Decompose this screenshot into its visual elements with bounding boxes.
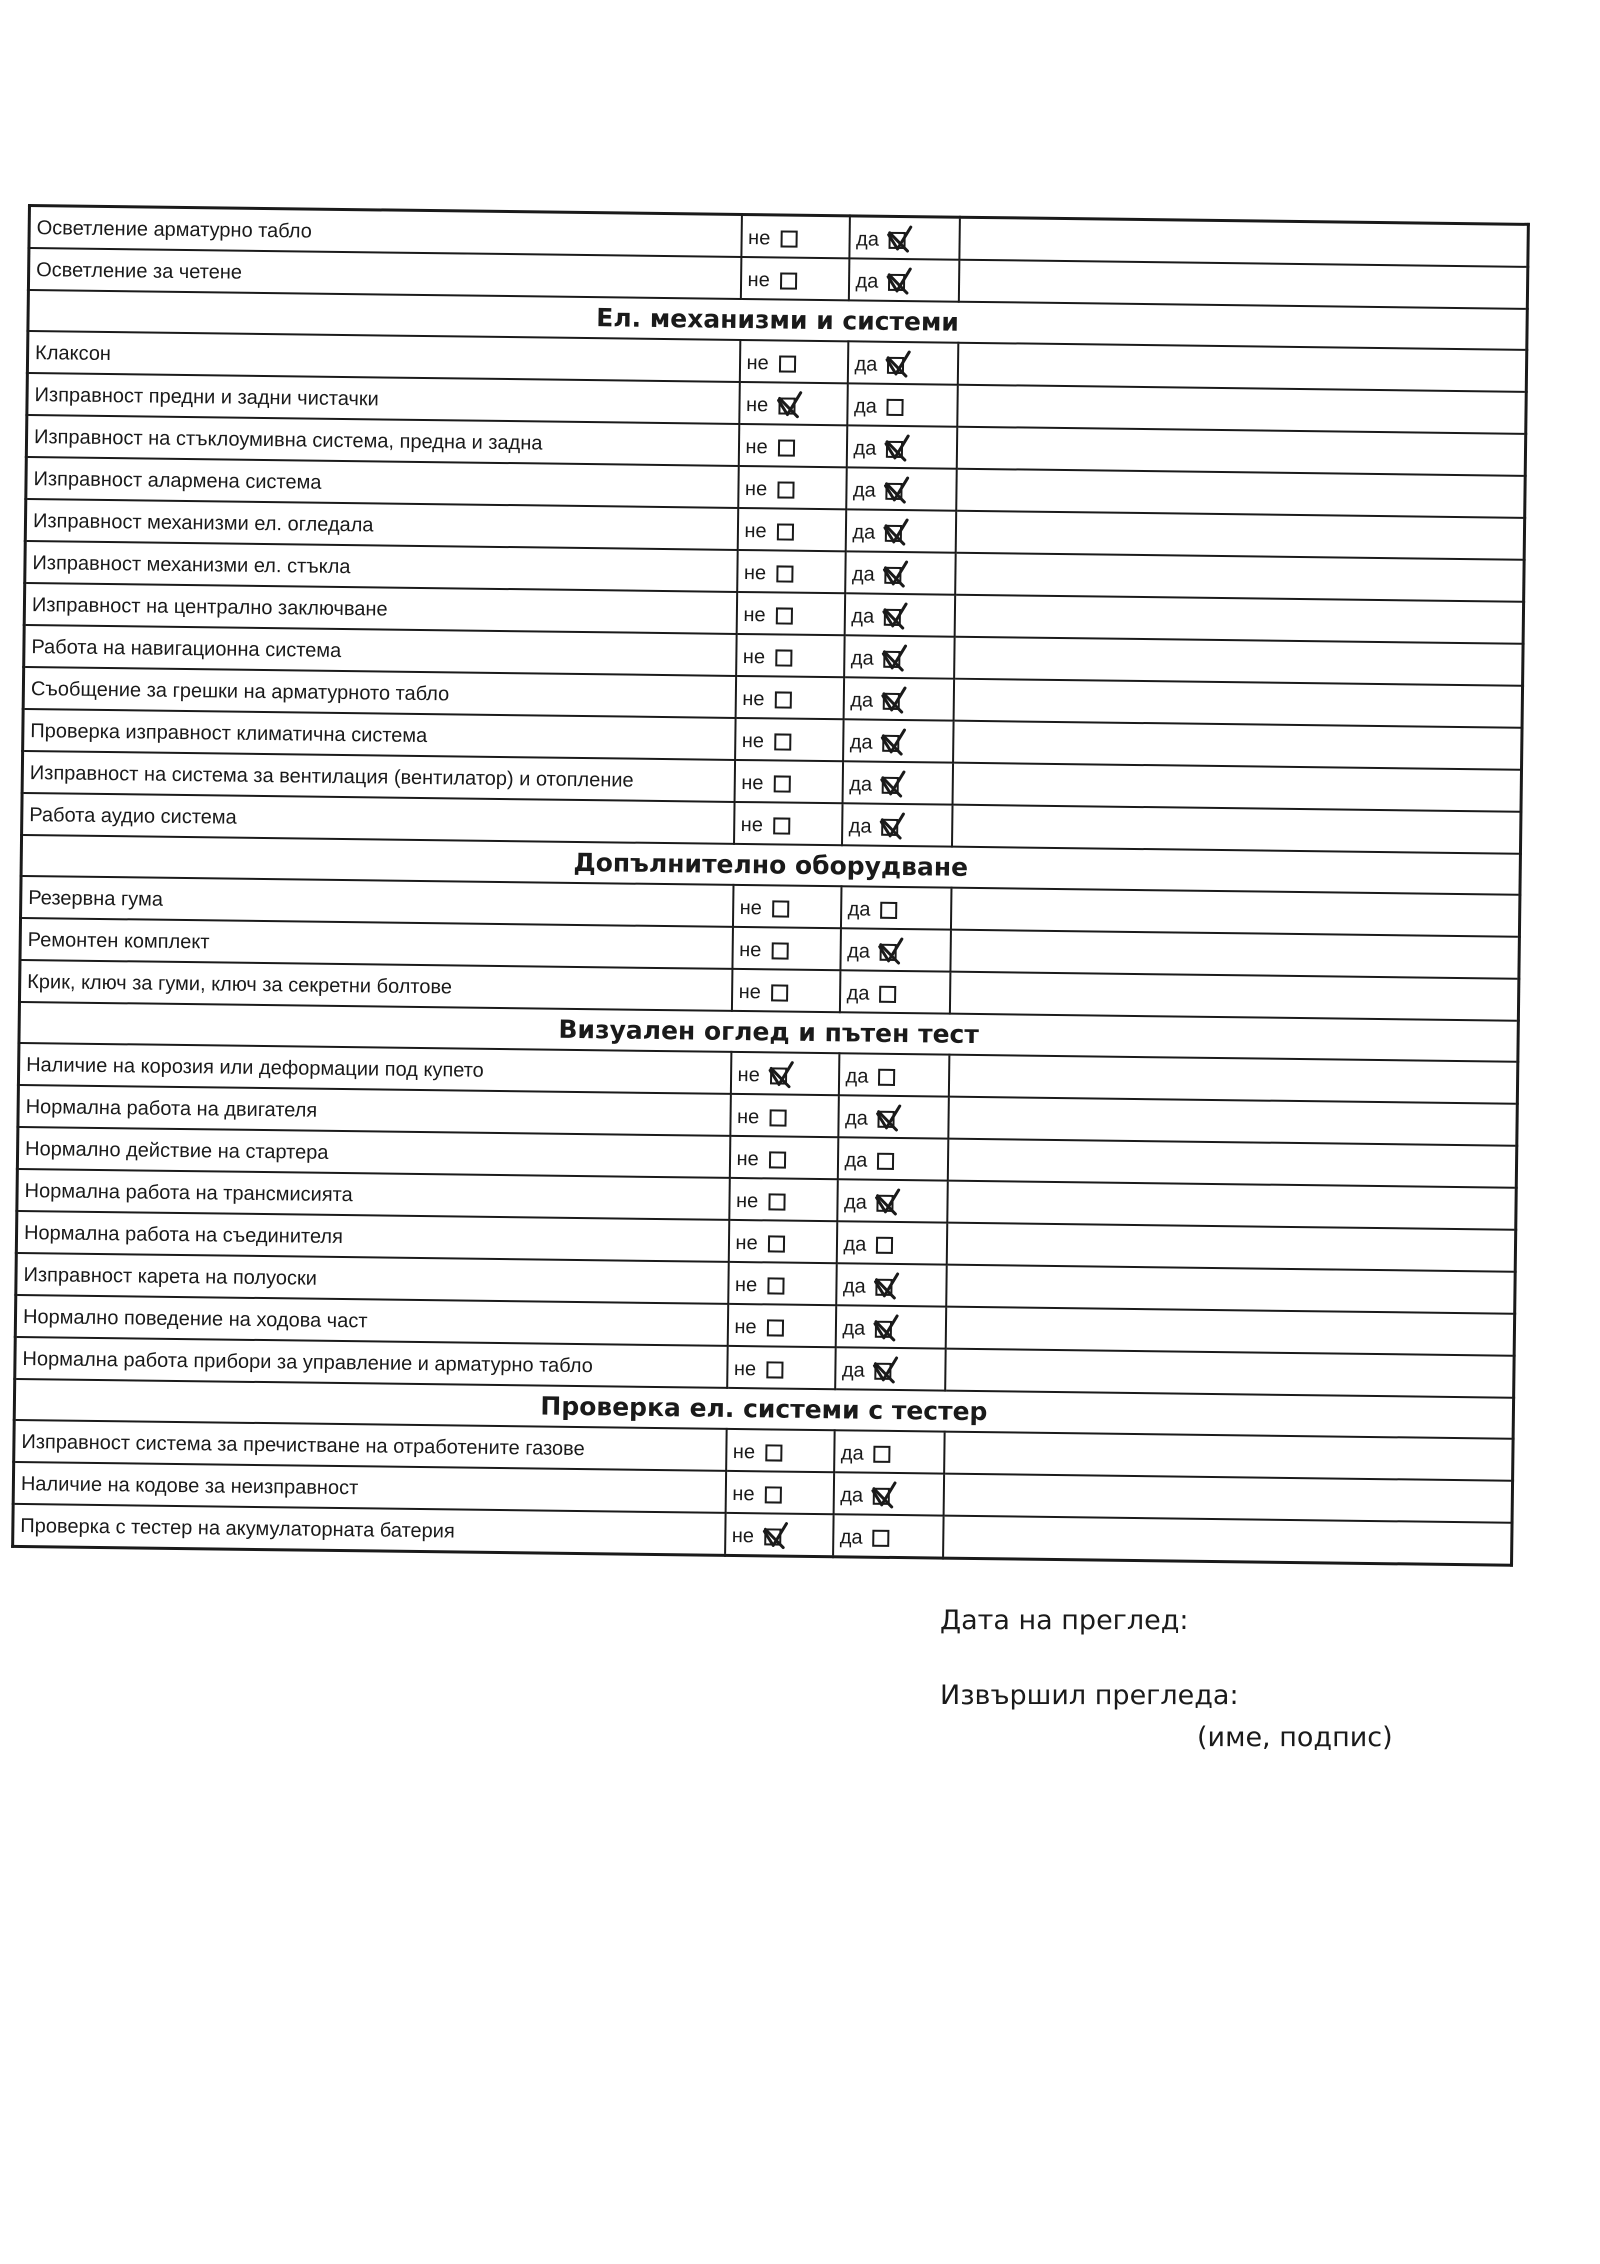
item-label: Изправност механизми ел. стъкла	[25, 541, 737, 592]
no-checkbox[interactable]	[768, 1235, 785, 1252]
yes-checkbox[interactable]	[884, 608, 901, 625]
option-no-label: не	[741, 729, 765, 752]
no-checkbox[interactable]	[779, 355, 796, 372]
no-checkbox[interactable]	[770, 1067, 787, 1084]
signature-hint: (име, подпис)	[1197, 1722, 1393, 1753]
item-label: Изправност карета на полуоски	[16, 1253, 728, 1304]
no-checkbox[interactable]	[768, 1193, 785, 1210]
option-no-label: не	[745, 393, 769, 416]
yes-checkbox[interactable]	[887, 398, 904, 415]
option-yes-label: да	[853, 436, 877, 460]
notes-cell[interactable]	[958, 260, 1527, 309]
yes-checkbox[interactable]	[882, 734, 899, 751]
option-no	[728, 1311, 834, 1339]
hand-check-mark-icon	[886, 224, 914, 254]
yes-checkbox[interactable]	[878, 1110, 895, 1127]
item-label: Нормална работа на съединителя	[16, 1211, 728, 1262]
hand-check-mark-icon	[775, 390, 803, 420]
option-no	[737, 641, 843, 669]
yes-checkbox[interactable]	[879, 985, 896, 1002]
option-no	[735, 767, 841, 795]
hand-check-mark-icon	[879, 769, 907, 799]
option-no	[739, 473, 845, 501]
no-checkbox[interactable]	[767, 1277, 784, 1294]
option-no	[734, 892, 840, 920]
notes-cell[interactable]	[945, 1349, 1514, 1398]
option-yes-label: да	[845, 1064, 869, 1088]
hand-check-mark-icon	[878, 811, 906, 841]
no-checkbox[interactable]	[772, 900, 789, 917]
item-label: Работа на навигационна система	[24, 625, 736, 676]
yes-checkbox[interactable]	[875, 1362, 892, 1379]
option-yes	[846, 559, 954, 587]
item-label: Изправност алармена система	[26, 457, 738, 508]
no-checkbox[interactable]	[771, 942, 788, 959]
option-no-label: не	[736, 1105, 760, 1128]
notes-cell[interactable]	[954, 637, 1523, 686]
notes-cell[interactable]	[943, 1474, 1512, 1523]
no-checkbox[interactable]	[780, 230, 797, 247]
yes-checkbox[interactable]	[886, 440, 903, 457]
option-no-label: не	[741, 771, 764, 794]
option-yes-label: да	[840, 1483, 864, 1507]
option-yes	[839, 1061, 947, 1089]
item-label: Нормално действие на стартера	[17, 1127, 729, 1178]
yes-checkbox[interactable]	[877, 1152, 894, 1169]
option-no	[729, 1227, 835, 1255]
item-label: Изправност предни и задни чистачки	[27, 373, 739, 424]
item-label: Осветление арматурно табло	[29, 206, 741, 257]
no-checkbox[interactable]	[766, 1361, 783, 1378]
no-checkbox[interactable]	[773, 775, 790, 792]
hand-check-mark-icon	[883, 433, 911, 463]
notes-cell[interactable]	[945, 1307, 1514, 1356]
notes-cell[interactable]	[950, 888, 1519, 937]
hand-check-mark-icon	[879, 727, 907, 757]
hand-check-mark-icon	[882, 517, 910, 547]
inspection-sheet	[11, 204, 1530, 1567]
item-label: Изправност на централно заключване	[24, 583, 736, 634]
option-yes	[834, 1522, 942, 1550]
option-no-label: не	[747, 268, 770, 291]
option-no-label: не	[744, 477, 768, 500]
option-yes	[844, 685, 952, 713]
option-no-label: не	[731, 1524, 755, 1547]
yes-checkbox[interactable]	[873, 1487, 890, 1504]
option-no-label: не	[735, 1231, 758, 1254]
option-no-label: не	[734, 1315, 757, 1338]
item-label: Съобщение за грешки на арматурното табло	[23, 667, 735, 718]
no-checkbox[interactable]	[765, 1444, 782, 1461]
no-checkbox[interactable]	[774, 691, 791, 708]
option-yes-label: да	[842, 1274, 866, 1298]
no-checkbox[interactable]	[775, 649, 792, 666]
notes-cell[interactable]	[955, 511, 1524, 560]
no-checkbox[interactable]	[780, 272, 797, 289]
section-title: Проверка ел. системи с тестер	[540, 1391, 988, 1427]
no-checkbox[interactable]	[778, 439, 795, 456]
inspection-date-label: Дата на преглед:	[940, 1605, 1189, 1636]
option-no-label: не	[736, 1147, 759, 1170]
hand-check-mark-icon	[883, 475, 911, 505]
option-yes-label: да	[854, 352, 878, 376]
option-no	[736, 725, 842, 753]
option-no-label: не	[743, 603, 766, 626]
option-no	[736, 683, 842, 711]
no-checkbox[interactable]	[777, 481, 794, 498]
section-title: Ел. механизми и системи	[596, 303, 960, 337]
yes-checkbox[interactable]	[878, 1068, 895, 1085]
item-label: Изправност на стъклоумивна система, предна и задна	[26, 415, 738, 466]
yes-checkbox[interactable]	[887, 356, 904, 373]
option-yes	[843, 769, 951, 797]
option-no-label: не	[747, 226, 771, 249]
option-no-label: не	[734, 1273, 758, 1296]
option-yes-label: да	[843, 1232, 867, 1256]
notes-cell[interactable]	[948, 1097, 1517, 1146]
no-checkbox[interactable]	[773, 817, 790, 834]
option-yes	[836, 1313, 944, 1341]
notes-cell[interactable]	[956, 427, 1525, 476]
option-yes	[844, 727, 952, 755]
yes-checkbox[interactable]	[874, 1445, 891, 1462]
option-no	[742, 222, 848, 250]
option-no	[738, 515, 844, 543]
yes-checkbox[interactable]	[885, 524, 902, 541]
option-no-label: не	[739, 938, 762, 961]
yes-checkbox[interactable]	[872, 1529, 889, 1546]
option-no	[726, 1478, 832, 1506]
yes-checkbox[interactable]	[881, 818, 898, 835]
notes-cell[interactable]	[957, 385, 1526, 434]
hand-check-mark-icon	[880, 643, 908, 673]
option-no	[741, 264, 847, 292]
yes-checkbox[interactable]	[883, 692, 900, 709]
hand-check-mark-icon	[881, 601, 909, 631]
no-checkbox[interactable]	[769, 1109, 786, 1126]
option-no	[730, 1143, 836, 1171]
option-yes	[845, 601, 953, 629]
option-no	[729, 1269, 835, 1297]
yes-checkbox[interactable]	[875, 1320, 892, 1337]
yes-checkbox[interactable]	[880, 943, 897, 960]
option-no-label: не	[740, 813, 764, 836]
option-yes-label: да	[851, 604, 875, 628]
option-yes	[837, 1229, 945, 1257]
notes-cell[interactable]	[947, 1181, 1516, 1230]
option-yes	[835, 1438, 943, 1466]
yes-checkbox[interactable]	[880, 901, 897, 918]
option-yes-label: да	[849, 730, 873, 754]
notes-cell[interactable]	[943, 1516, 1512, 1566]
hand-check-mark-icon	[872, 1355, 900, 1385]
option-yes	[843, 811, 951, 839]
option-no-label: не	[745, 435, 768, 458]
option-yes	[836, 1355, 944, 1383]
option-yes	[838, 1187, 946, 1215]
notes-cell[interactable]	[955, 553, 1524, 602]
no-checkbox[interactable]	[769, 1151, 786, 1168]
option-no	[739, 431, 845, 459]
option-no-label: не	[744, 519, 767, 542]
no-checkbox[interactable]	[778, 397, 795, 414]
item-label: Проверка изправност климатична система	[23, 709, 735, 760]
option-yes-label: да	[855, 227, 880, 251]
notes-cell[interactable]	[951, 805, 1520, 854]
notes-cell[interactable]	[956, 469, 1525, 518]
option-yes	[848, 391, 956, 419]
yes-checkbox[interactable]	[889, 231, 906, 248]
yes-checkbox[interactable]	[876, 1278, 893, 1295]
option-no	[727, 1436, 833, 1464]
option-yes-label: да	[851, 562, 875, 586]
item-label: Ремонтен комплект	[20, 918, 732, 969]
option-no-label: не	[746, 351, 769, 374]
item-label: Крик, ключ за гуми, ключ за секретни болтове	[19, 960, 731, 1011]
notes-cell[interactable]	[953, 679, 1522, 728]
hand-check-mark-icon	[880, 685, 908, 715]
option-no	[731, 1059, 837, 1087]
no-checkbox[interactable]	[764, 1486, 781, 1503]
option-yes	[837, 1271, 945, 1299]
option-yes-label: да	[852, 478, 876, 502]
item-label: Нормална работа на двигателя	[18, 1085, 730, 1136]
no-checkbox[interactable]	[777, 523, 794, 540]
hand-check-mark-icon	[767, 1060, 795, 1090]
notes-cell[interactable]	[944, 1432, 1513, 1481]
option-yes	[839, 1103, 947, 1131]
no-checkbox[interactable]	[775, 607, 792, 624]
option-yes-label: да	[843, 1190, 867, 1214]
option-yes-label: да	[852, 520, 876, 544]
notes-cell[interactable]	[957, 343, 1526, 392]
option-no-label: не	[743, 561, 767, 584]
option-no	[737, 599, 843, 627]
notes-cell[interactable]	[954, 595, 1523, 644]
option-yes	[834, 1480, 942, 1508]
item-label: Клаксон	[27, 331, 739, 382]
option-yes	[841, 978, 949, 1006]
inspection-checklist	[11, 204, 1530, 1567]
option-no-label: не	[732, 1440, 756, 1463]
option-no-label: не	[738, 980, 761, 1003]
option-yes	[845, 643, 953, 671]
option-yes-label: да	[839, 1525, 863, 1549]
option-yes-label: да	[847, 897, 871, 921]
item-label: Изправност система за пречистване на отработените газове	[14, 1420, 726, 1471]
item-label: Наличие на корозия или деформации под купето	[18, 1043, 730, 1094]
option-no	[740, 347, 846, 375]
yes-checkbox[interactable]	[885, 566, 902, 583]
item-label: Осветление за четене	[28, 248, 740, 299]
option-no-label: не	[737, 1063, 760, 1086]
section-title: Допълнително оборудване	[573, 847, 969, 882]
yes-checkbox[interactable]	[884, 650, 901, 667]
no-checkbox[interactable]	[774, 733, 791, 750]
hand-check-mark-icon	[874, 1187, 902, 1217]
option-no	[733, 934, 839, 962]
option-yes-label: да	[841, 1358, 865, 1382]
item-label: Нормална работа на трансмисията	[17, 1169, 729, 1220]
yes-checkbox[interactable]	[882, 776, 899, 793]
no-checkbox[interactable]	[776, 565, 793, 582]
option-yes	[838, 1145, 946, 1173]
option-no	[730, 1185, 836, 1213]
option-no-label: не	[742, 687, 765, 710]
option-no	[731, 1101, 837, 1129]
option-no	[740, 389, 846, 417]
option-yes-label: да	[853, 394, 877, 418]
option-yes	[847, 475, 955, 503]
hand-check-mark-icon	[882, 559, 910, 589]
option-no	[728, 1353, 834, 1381]
notes-cell[interactable]	[953, 721, 1522, 770]
item-label: Наличие на кодове за неизправност	[13, 1462, 725, 1513]
option-yes	[847, 433, 955, 461]
inspector-label: Извършил прегледа:	[940, 1680, 1239, 1711]
no-checkbox[interactable]	[764, 1528, 781, 1545]
option-yes-label: да	[847, 939, 871, 963]
item-label: Изправност механизми ел. огледала	[25, 499, 737, 550]
yes-checkbox[interactable]	[886, 482, 903, 499]
notes-cell[interactable]	[952, 763, 1521, 812]
hand-check-mark-icon	[884, 349, 912, 379]
option-yes	[846, 517, 954, 545]
option-yes-label: да	[846, 981, 870, 1005]
option-no-label: не	[735, 1189, 759, 1212]
option-no	[726, 1520, 832, 1548]
hand-check-mark-icon	[885, 266, 913, 296]
option-no-label: не	[733, 1357, 757, 1380]
option-yes-label: да	[855, 269, 879, 293]
notes-cell[interactable]	[950, 930, 1519, 979]
hand-check-mark-icon	[873, 1271, 901, 1301]
notes-cell[interactable]	[946, 1223, 1515, 1272]
option-yes-label: да	[849, 772, 873, 796]
option-yes-label: да	[850, 646, 874, 670]
section-title: Визуален оглед и пътен тест	[558, 1014, 980, 1050]
option-yes-label: да	[842, 1316, 866, 1340]
option-yes	[850, 224, 958, 252]
option-no-label: не	[732, 1482, 755, 1505]
no-checkbox[interactable]	[767, 1319, 784, 1336]
option-yes-label: да	[848, 814, 872, 838]
item-label: Нормална работа прибори за управление и арматурно табло	[15, 1337, 727, 1388]
option-no	[733, 976, 839, 1004]
item-label: Нормално поведение на ходова част	[15, 1295, 727, 1346]
option-yes-label: да	[844, 1106, 869, 1130]
hand-check-mark-icon	[761, 1521, 789, 1551]
item-label: Проверка с тестер на акумулаторната батерия	[13, 1504, 725, 1555]
notes-cell[interactable]	[959, 217, 1528, 267]
item-label: Резервна гума	[21, 876, 733, 927]
hand-check-mark-icon	[877, 936, 905, 966]
no-checkbox[interactable]	[771, 984, 788, 1001]
option-yes	[842, 894, 950, 922]
option-yes	[848, 349, 956, 377]
option-yes-label: да	[850, 688, 874, 712]
option-no	[735, 809, 841, 837]
hand-check-mark-icon	[872, 1313, 900, 1343]
notes-cell[interactable]	[947, 1139, 1516, 1188]
option-yes	[841, 936, 949, 964]
option-no-label: не	[739, 896, 763, 919]
yes-checkbox[interactable]	[877, 1194, 894, 1211]
option-yes	[849, 266, 957, 294]
item-label: Работа аудио система	[22, 793, 734, 844]
item-label: Изправност на система за вентилация (вентилатор) и отопление	[22, 751, 734, 802]
notes-cell[interactable]	[946, 1265, 1515, 1314]
yes-checkbox[interactable]	[888, 273, 905, 290]
notes-cell[interactable]	[949, 972, 1518, 1021]
option-no	[738, 557, 844, 585]
hand-check-mark-icon	[875, 1103, 903, 1133]
option-yes-label: да	[844, 1148, 868, 1172]
yes-checkbox[interactable]	[876, 1236, 893, 1253]
option-yes-label: да	[840, 1441, 864, 1465]
notes-cell[interactable]	[948, 1055, 1517, 1104]
hand-check-mark-icon	[870, 1480, 898, 1510]
option-no-label: не	[742, 645, 766, 668]
